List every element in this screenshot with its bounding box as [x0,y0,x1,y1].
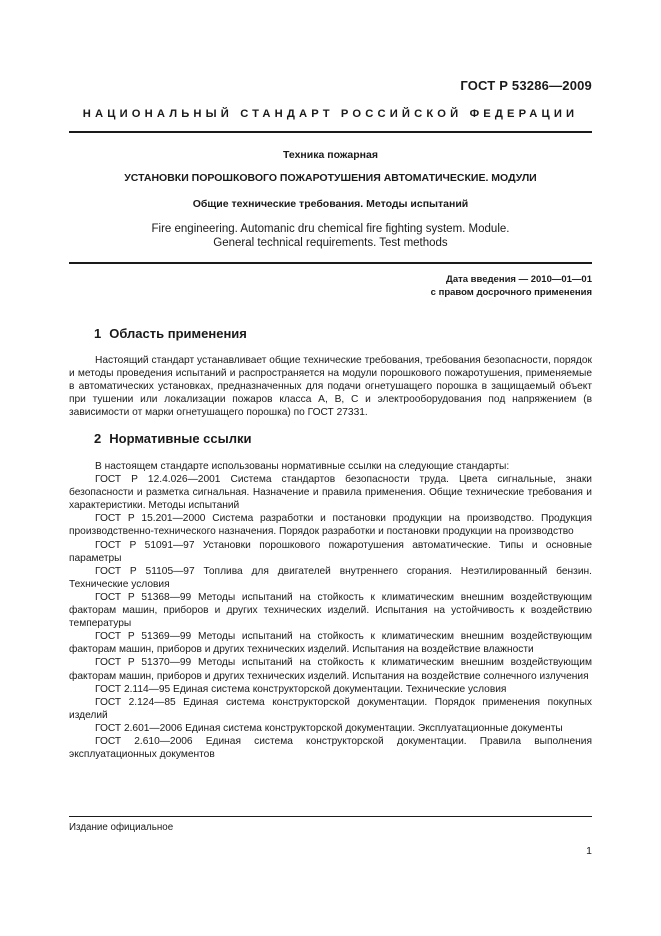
section-1-heading [94,326,247,341]
section-1-text: Настоящий стандарт устанавливает общие технические требования, требования безопасности, порядок и методы проведения испытаний и распространяется на модули порошкового пожаротушения, применяемые в автоматических установках, предназначенных для подачи огнетушащего порошка в защищаемый объект при тушении или локализации пожаров класса А, В, С и электрооборудования под напряжением (в зависимости от марки огнетушащего порошка) по ГОСТ 27331. [69,355,592,419]
reference-paragraph: ГОСТ Р 15.201—2000 Система разработки и постановки продукции на производство. Продукция производственно-технического назначения. Порядок разработки и постановки продукции на производство [69,513,592,538]
section-2-number: 2 [94,431,102,446]
reference-paragraph: ГОСТ Р 51105—97 Топлива для двигателей внутреннего сгорания. Неэтилированный бензин. Технические условия [69,565,592,590]
reference-paragraph: ГОСТ Р 12.4.026—2001 Система стандартов безопасности труда. Цвета сигнальные, знаки безопасности и разметка сигнальная. Назначение и правила применения. Общие технические требования и характеристики. Методы испытаний [69,474,592,512]
reference-paragraph: ГОСТ Р 51368—99 Методы испытаний на стойкость к климатическим внешним воздействующим факторам машин, приборов и других технических изделий. Испытания на устойчивость к воздействию температуры [69,591,592,630]
reference-paragraph: ГОСТ 2.601—2006 Единая система конструкторской документации. Эксплуатационные документы [95,722,563,734]
introduction-date [431,273,592,299]
reference-paragraph: ГОСТ 2.610—2006 Единая система конструкторской документации. Правила выполнения эксплуатационных документов [69,735,592,761]
early-application-line: с правом досрочного применения [430,287,592,298]
gost-number: ГОСТ Р 53286—2009 [460,78,592,93]
reference-paragraph: ГОСТ 2.124—85 Единая система конструкторской документации. Порядок применения покупных изделий [69,696,592,721]
section-2-heading [94,431,251,446]
reference-paragraph: ГОСТ 2.114—95 Единая система конструкторской документации. Технические условия [95,683,507,695]
section-1-number: 1 [94,326,102,341]
title-english [69,222,592,250]
section-2-title: Нормативные ссылки [109,431,252,446]
official-edition-note: Издание официальное [69,822,174,833]
national-standard-title: НАЦИОНАЛЬНЫЙ СТАНДАРТ РОССИЙСКОЙ ФЕДЕРАЦИИ [82,108,579,120]
page-number: 1 [586,845,592,857]
top-divider [69,131,592,133]
reference-paragraph: ГОСТ Р 51370—99 Методы испытаний на стойкость к климатическим внешним воздействующим факторам машин, приборов и других технических изделий. Испытания на воздействие солнечного излучения [69,657,592,682]
reference-paragraph: ГОСТ Р 51369—99 Методы испытаний на стойкость к климатическим внешним воздействующим факторам машин, приборов и других технических изделий. Испытания на воздействие влажности [69,631,592,656]
reference-paragraph: В настоящем стандарте использованы нормативные ссылки на следующие стандарты: [95,461,510,472]
title-main: УСТАНОВКИ ПОРОШКОВОГО ПОЖАРОТУШЕНИЯ АВТОМАТИЧЕСКИЕ. МОДУЛИ [124,172,537,184]
title-divider [69,262,592,264]
title-english-line1: Fire engineering. Automanic dru chemical fire fighting system. Module. [151,223,510,235]
footer-divider [69,816,592,817]
title-subtitle: Общие технические требования. Методы испытаний [192,198,469,210]
introduction-date-line: Дата введения — 2010—01—01 [446,274,592,285]
title-tech: Техника пожарная [283,149,378,161]
section-1-title: Область применения [109,326,247,341]
section-2-body [69,460,592,761]
title-english-line2: General technical requirements. Test methods [213,237,448,249]
reference-paragraph: ГОСТ Р 51091—97 Установки порошкового пожаротушения автоматические. Типы и основные параметры [69,539,592,564]
